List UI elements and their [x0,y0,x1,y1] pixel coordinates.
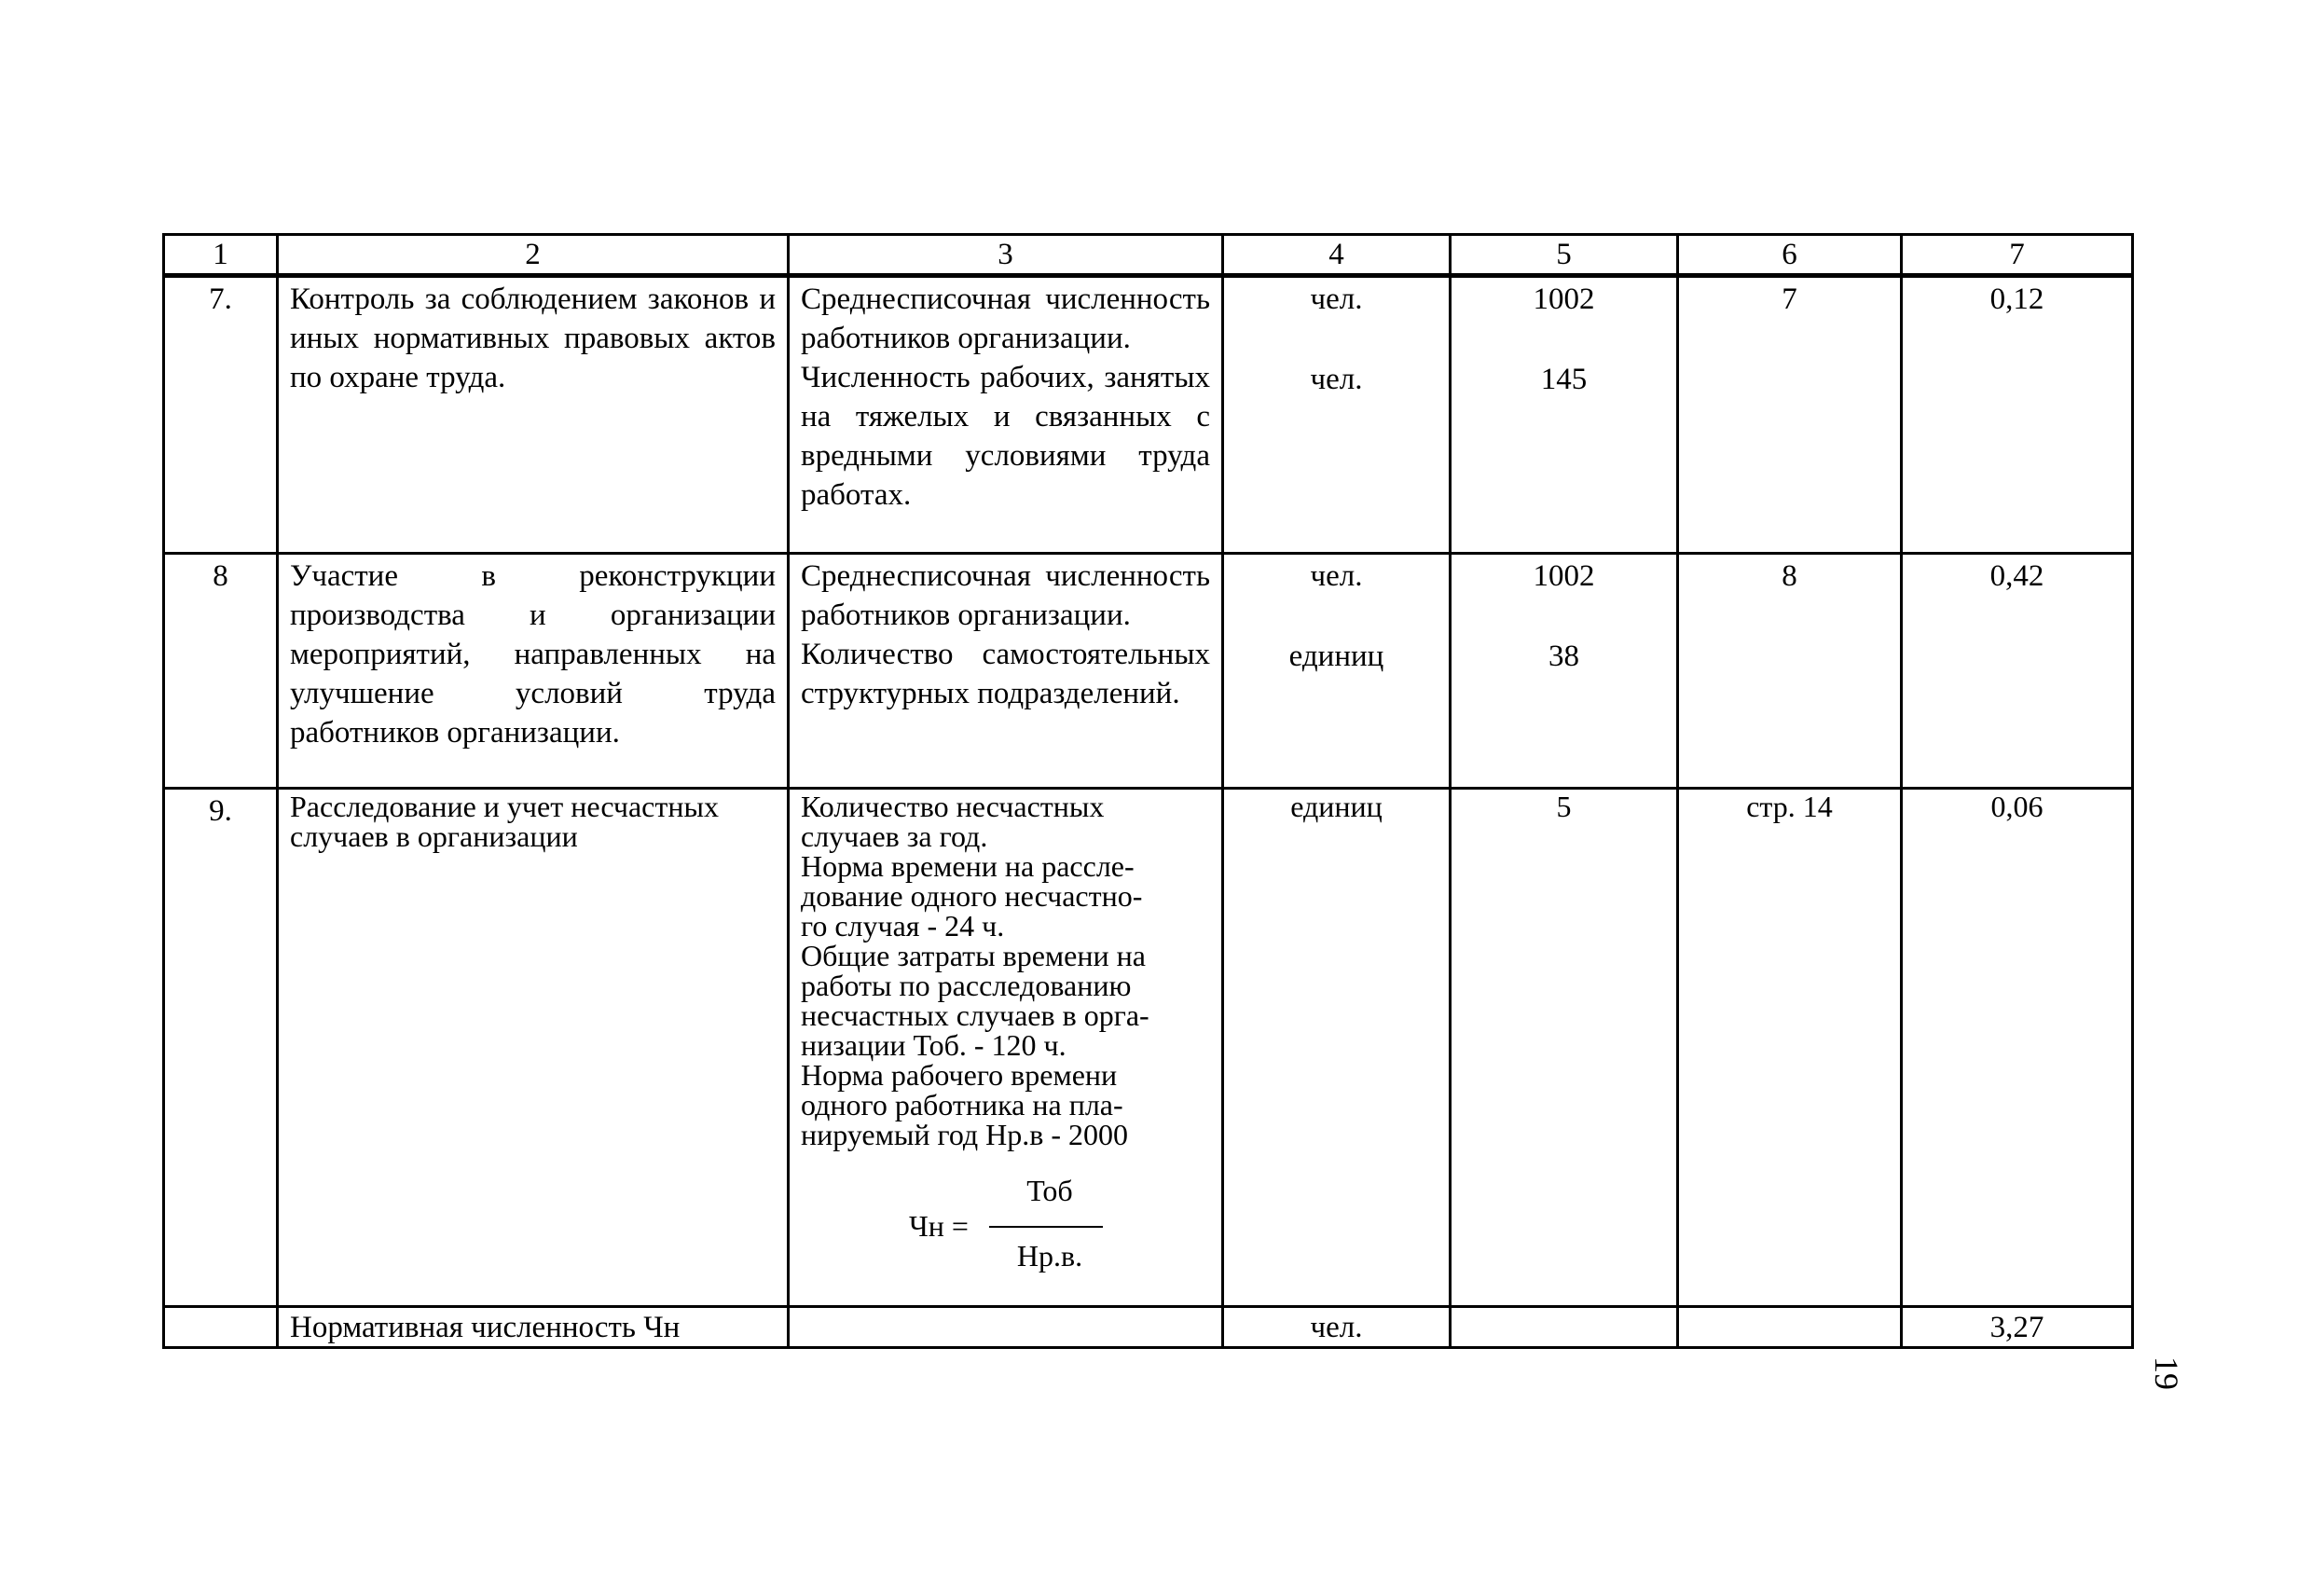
function-name: Расследование и учет несчастных случаев в организации [278,789,789,1307]
total-row [164,1307,2133,1348]
reference-cell: 7 [1678,276,1902,554]
function-name: Участие в реконструкции производства и организации мероприятий, направленных на улучшение условий труда работников организации. [278,554,789,789]
value-1: 1002 [1533,282,1595,316]
value-2: 145 [1540,363,1588,396]
function-name: Контроль за соблюдением законов и иных нормативных правовых актов по охране труда. [278,276,789,554]
factor-line: Количество несчастных [801,790,1105,823]
formula-denominator: Нр.в. [1016,1239,1083,1273]
unit-cell [1223,554,1451,789]
factor-line: одного работника на пла- [801,1088,1123,1121]
factor-2: Численность рабочих, занятых на тяжелых и связанных с вредными условиями труда работах. [801,361,1210,512]
fraction-bar [989,1226,1103,1228]
table-row [164,276,2133,554]
factor-lines [801,791,1210,1149]
value-cell [1451,554,1678,789]
factor-1: Среднесписочная численность работников организации. [801,559,1210,632]
col-header-3: 3 [789,235,1223,276]
total-ref-cell [1678,1307,1902,1348]
total-label: Нормативная численность Чн [278,1307,789,1348]
unit-cell: единиц [1223,789,1451,1307]
factor-description [789,789,1223,1307]
factor-description [789,554,1223,789]
result-cell: 0,42 [1902,554,2133,789]
formula-numerator: Тоб [1026,1174,1073,1207]
value-cell: 5 [1451,789,1678,1307]
total-num-cell [164,1307,278,1348]
row-number: 9. [164,789,278,1307]
unit-2: единиц [1288,640,1384,673]
factor-line: Общие затраты времени на [801,939,1146,972]
result-cell: 0,12 [1902,276,2133,554]
table-row [164,789,2133,1307]
row-number: 7. [164,276,278,554]
factor-description [789,276,1223,554]
formula-lhs: Чн = [909,1209,969,1243]
col-header-2: 2 [278,235,789,276]
value-1: 1002 [1533,559,1595,593]
total-result: 3,27 [1902,1307,2133,1348]
col-header-7: 7 [1902,235,2133,276]
factor-line: го случая - 24 ч. [801,909,1005,942]
factor-line: несчастных случаев в орга- [801,998,1149,1032]
value-2: 38 [1548,640,1579,673]
total-factor-cell [789,1307,1223,1348]
col-header-4: 4 [1223,235,1451,276]
reference-cell: стр. 14 [1678,789,1902,1307]
factor-line: Норма времени на рассле- [801,849,1135,883]
col-header-5: 5 [1451,235,1678,276]
factor-line: случаев за год. [801,819,988,853]
unit-1: чел. [1310,559,1363,593]
factor-line: работы по расследованию [801,969,1132,1002]
unit-cell [1223,276,1451,554]
staffing-formula [801,1176,1210,1287]
unit-1: чел. [1310,282,1363,316]
header-row [164,235,2133,276]
total-value-cell [1451,1307,1678,1348]
result-cell: 0,06 [1902,789,2133,1307]
col-header-1: 1 [164,235,278,276]
col-header-6: 6 [1678,235,1902,276]
factor-1: Среднесписочная численность работников организации. [801,282,1210,355]
row-number: 8 [164,554,278,789]
page-number: 19 [2148,1356,2185,1390]
table-row [164,554,2133,789]
value-cell [1451,276,1678,554]
factor-2: Количество самостоятельных структурных подразделений. [801,638,1210,710]
factor-line: низации Тоб. - 120 ч. [801,1028,1067,1062]
unit-2: чел. [1310,363,1363,396]
staffing-norms-table [162,233,2134,1349]
reference-cell: 8 [1678,554,1902,789]
total-unit: чел. [1223,1307,1451,1348]
factor-line: Норма рабочего времени [801,1058,1118,1092]
factor-line: дование одного несчастно- [801,879,1143,913]
factor-line: нируемый год Нр.в - 2000 [801,1118,1129,1151]
